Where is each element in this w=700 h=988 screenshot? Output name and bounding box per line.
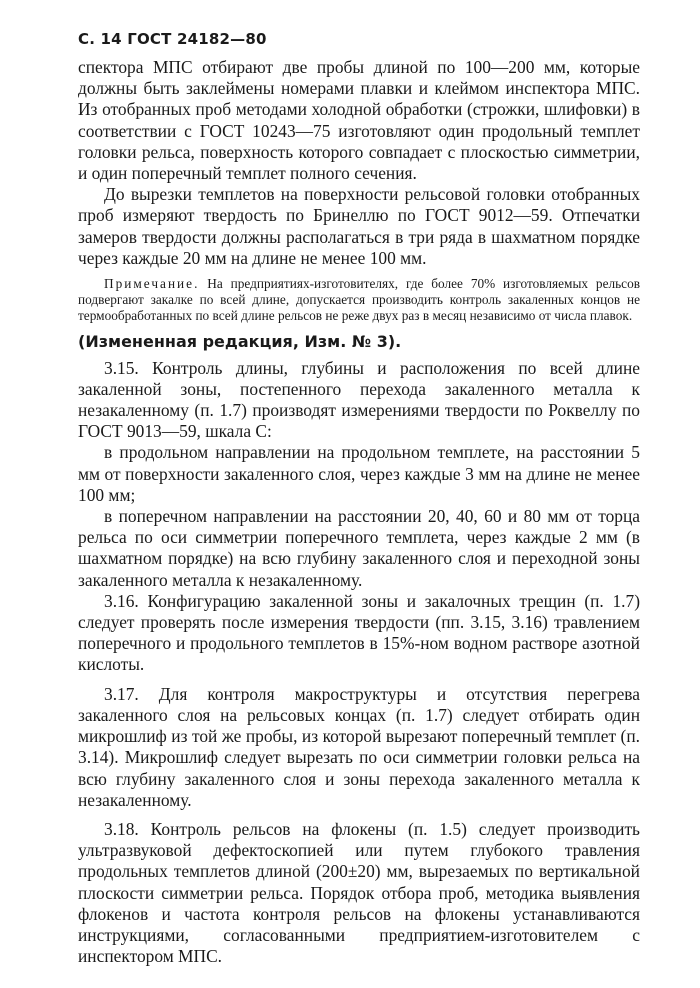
clause-3-17: 3.17. Для контроля макроструктуры и отсутствия перегрева закаленного слоя на рельсовых концах (п. 1.7) следует отбирать один микрошлиф из той же пробы, из которой вырезают поперечный темплет (п. 3.14). Микрошлиф следует вырезать по оси симметрии головки рельса на всю глубину закаленного слоя и зоны перехода закаленного металла к незакаленному. <box>78 683 640 810</box>
clause-3-15-transverse: в поперечном направлении на расстоянии 20, 40, 60 и 80 мм от торца рельса по оси симметрии поперечного темплета, через каждые 2 мм (в шахматном порядке) на всю глубину закаленного слоя и переходной зоны закаленного металла к незакаленному. <box>78 506 640 590</box>
paragraph-hardness-brinell: До вырезки темплетов на поверхности рельсовой головки отобранных проб измеряют твердость по Бринеллю по ГОСТ 9012—59. Отпечатки замеров твердости должны располагаться в три ряда в шахматном порядке через каждые 20 мм на длине не менее 100 мм. <box>78 184 640 268</box>
note-label: Примечание. <box>104 276 200 292</box>
page-header: С. 14 ГОСТ 24182—80 <box>78 30 267 48</box>
document-body <box>78 57 640 967</box>
paragraph-continuation: спектора МПС отбирают две пробы длиной по 100—200 мм, которые должны быть заклеймены номерами плавки и клеймом инспектора МПС. Из отобранных проб методами холодной обработки (строжки, шлифовки) в соответствии с ГОСТ 10243—75 изготовляют один продольный темплет головки рельса, поверхность которого совпадает с плоскостью симметрии, и один поперечный темплет полного сечения. <box>78 57 640 184</box>
revision-note: (Измененная редакция, Изм. № 3). <box>78 331 402 351</box>
clause-3-15: 3.15. Контроль длины, глубины и расположения по всей длине закаленной зоны, постепенного перехода закаленного металла к незакаленному (п. 1.7) производят измерениями твердости по Роквеллу по ГОСТ 9013—59, шкала С: <box>78 357 640 442</box>
clause-3-16: 3.16. Конфигурацию закаленной зоны и закалочных трещин (п. 1.7) следует проверять после измерения твердости (пп. 3.15, 3.16) травлением поперечного и продольного темплетов в 15%-ном водном растворе азотной кислоты. <box>78 590 640 675</box>
clause-3-18: 3.18. Контроль рельсов на флокены (п. 1.5) следует производить ультразвуковой дефектоскопией или путем глубокого травления продольных темплетов длиной (200±20) мм, вырезаемых по вертикальной плоскости симметрии рельса. Порядок отбора проб, методика выявления флокенов и частота контроля рельсов на флокены устанавливаются инструкциями, согласованными предприятием-изготовителем с инспектором МПС. <box>78 818 640 967</box>
clause-3-15-longitudinal: в продольном направлении на продольном темплете, на расстоянии 5 мм от поверхности закаленного слоя, через каждые 3 мм на длине не менее 100 мм; <box>78 442 640 505</box>
note <box>78 276 640 325</box>
note-text: На предприятиях-изготовителях, где более 70% изготовляемых рельсов подвергают закалке по всей длине, допускается производить контроль закаленных концов не термообработанных по всей длине рельсов не реже двух раз в месяц независимо от числа плавок. <box>78 276 640 324</box>
